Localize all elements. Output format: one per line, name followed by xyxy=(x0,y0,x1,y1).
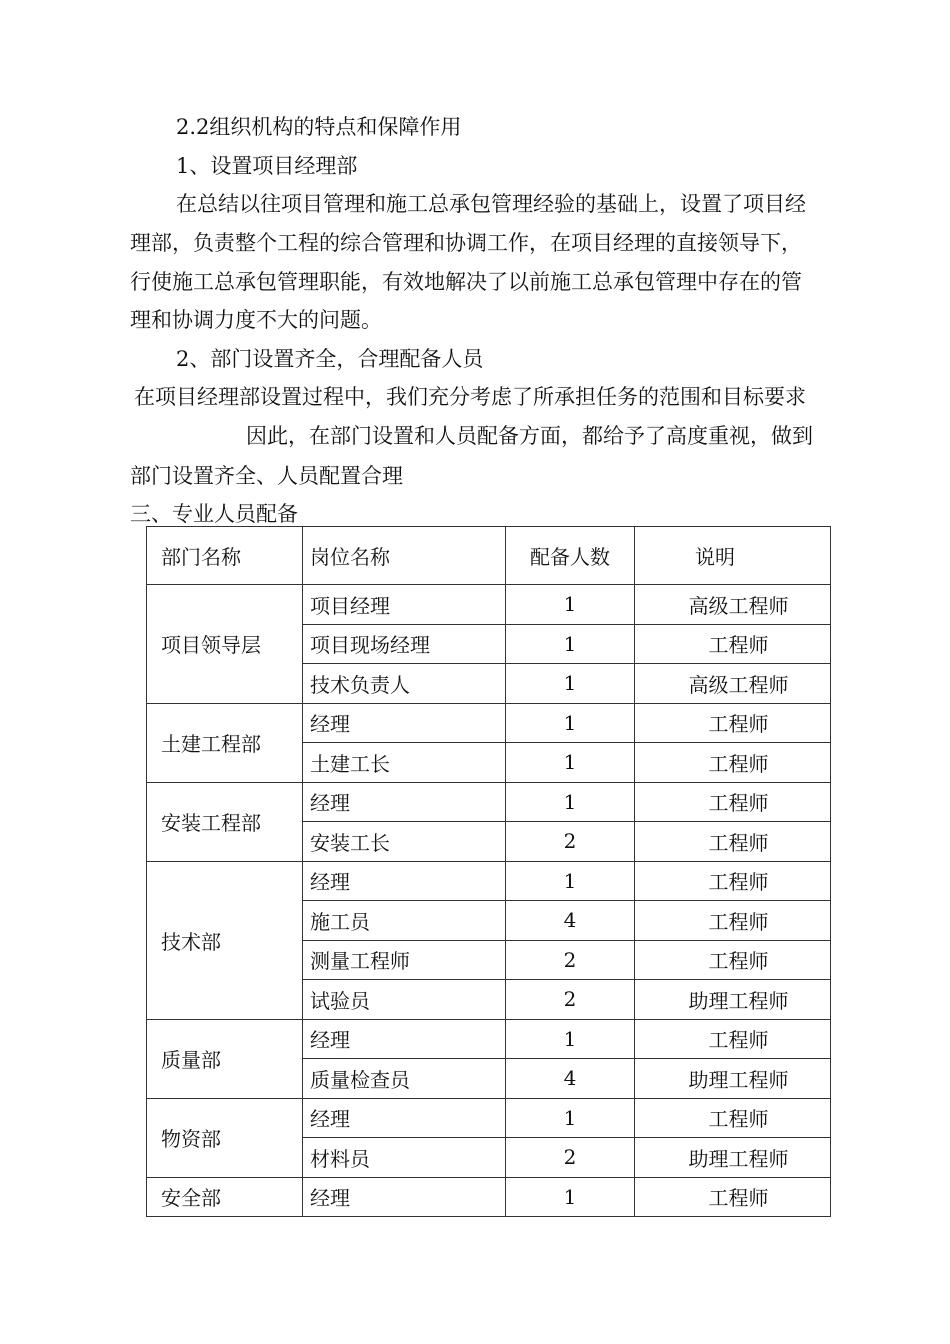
position-cell: 经理 xyxy=(303,1098,506,1138)
header-note: 说明 xyxy=(635,527,831,585)
note-cell: 助理工程师 xyxy=(635,1138,831,1178)
note-cell: 工程师 xyxy=(635,624,831,664)
para1-line: 理部，负责整个工程的综合管理和协调工作，在项目经理的直接领导下， xyxy=(130,231,802,255)
count-cell: 1 xyxy=(506,782,635,822)
count-cell: 1 xyxy=(506,664,635,704)
item1-title: 1、设置项目经理部 xyxy=(176,154,358,178)
position-cell: 项目现场经理 xyxy=(303,624,506,664)
dept-cell: 技术部 xyxy=(147,861,303,1019)
note-cell: 工程师 xyxy=(635,1098,831,1138)
dept-cell: 安装工程部 xyxy=(147,782,303,861)
note-cell: 高级工程师 xyxy=(635,664,831,704)
note-cell: 高级工程师 xyxy=(635,585,831,625)
position-cell: 技术负责人 xyxy=(303,664,506,704)
para2-line: 因此，在部门设置和人员配备方面，都给予了高度重视，做到 xyxy=(246,424,813,448)
position-cell: 经理 xyxy=(303,861,506,901)
item2-title: 2、部门设置齐全，合理配备人员 xyxy=(176,347,484,371)
position-cell: 安装工长 xyxy=(303,822,506,862)
table-row xyxy=(147,585,831,625)
count-cell: 2 xyxy=(506,980,635,1020)
dept-cell: 物资部 xyxy=(147,1098,303,1177)
count-cell: 2 xyxy=(506,940,635,980)
note-cell: 工程师 xyxy=(635,1177,831,1217)
position-cell: 经理 xyxy=(303,782,506,822)
position-cell: 经理 xyxy=(303,1177,506,1217)
heading-staffing: 三、专业人员配备 xyxy=(130,502,298,526)
para1-line: 行使施工总承包管理职能，有效地解决了以前施工总承包管理中存在的管 xyxy=(130,270,802,294)
header-position: 岗位名称 xyxy=(303,527,506,585)
table-row xyxy=(147,782,831,822)
table-row xyxy=(147,861,831,901)
count-cell: 1 xyxy=(506,585,635,625)
staffing-table xyxy=(146,526,831,1217)
dept-cell: 安全部 xyxy=(147,1177,303,1217)
header-count: 配备人数 xyxy=(506,527,635,585)
count-cell: 1 xyxy=(506,1098,635,1138)
count-cell: 1 xyxy=(506,703,635,743)
count-cell: 1 xyxy=(506,743,635,783)
dept-cell: 质量部 xyxy=(147,1019,303,1098)
position-cell: 测量工程师 xyxy=(303,940,506,980)
note-cell: 工程师 xyxy=(635,861,831,901)
position-cell: 经理 xyxy=(303,703,506,743)
count-cell: 4 xyxy=(506,901,635,941)
position-cell: 材料员 xyxy=(303,1138,506,1178)
table-row xyxy=(147,1177,831,1217)
count-cell: 2 xyxy=(506,1138,635,1178)
note-cell: 工程师 xyxy=(635,782,831,822)
position-cell: 施工员 xyxy=(303,901,506,941)
section-title: 2.2组织机构的特点和保障作用 xyxy=(176,115,462,139)
table-row xyxy=(147,1019,831,1059)
count-cell: 1 xyxy=(506,1019,635,1059)
note-cell: 工程师 xyxy=(635,901,831,941)
count-cell: 1 xyxy=(506,1177,635,1217)
count-cell: 1 xyxy=(506,624,635,664)
dept-cell: 项目领导层 xyxy=(147,585,303,704)
header-dept: 部门名称 xyxy=(147,527,303,585)
para1-line: 理和协调力度不大的问题。 xyxy=(130,308,382,332)
para1-line: 在总结以往项目管理和施工总承包管理经验的基础上，设置了项目经 xyxy=(176,192,806,216)
note-cell: 助理工程师 xyxy=(635,1059,831,1099)
table-header-row xyxy=(147,527,831,585)
count-cell: 4 xyxy=(506,1059,635,1099)
note-cell: 工程师 xyxy=(635,940,831,980)
note-cell: 工程师 xyxy=(635,743,831,783)
para2-line: 在项目经理部设置过程中，我们充分考虑了所承担任务的范围和目标要求 xyxy=(134,385,806,409)
note-cell: 工程师 xyxy=(635,1019,831,1059)
table-row xyxy=(147,703,831,743)
position-cell: 试验员 xyxy=(303,980,506,1020)
position-cell: 项目经理 xyxy=(303,585,506,625)
note-cell: 助理工程师 xyxy=(635,980,831,1020)
count-cell: 2 xyxy=(506,822,635,862)
position-cell: 经理 xyxy=(303,1019,506,1059)
count-cell: 1 xyxy=(506,861,635,901)
note-cell: 工程师 xyxy=(635,703,831,743)
table-row xyxy=(147,1098,831,1138)
dept-cell: 土建工程部 xyxy=(147,703,303,782)
position-cell: 质量检查员 xyxy=(303,1059,506,1099)
note-cell: 工程师 xyxy=(635,822,831,862)
position-cell: 土建工长 xyxy=(303,743,506,783)
para2-line: 部门设置齐全、人员配置合理 xyxy=(130,464,403,488)
